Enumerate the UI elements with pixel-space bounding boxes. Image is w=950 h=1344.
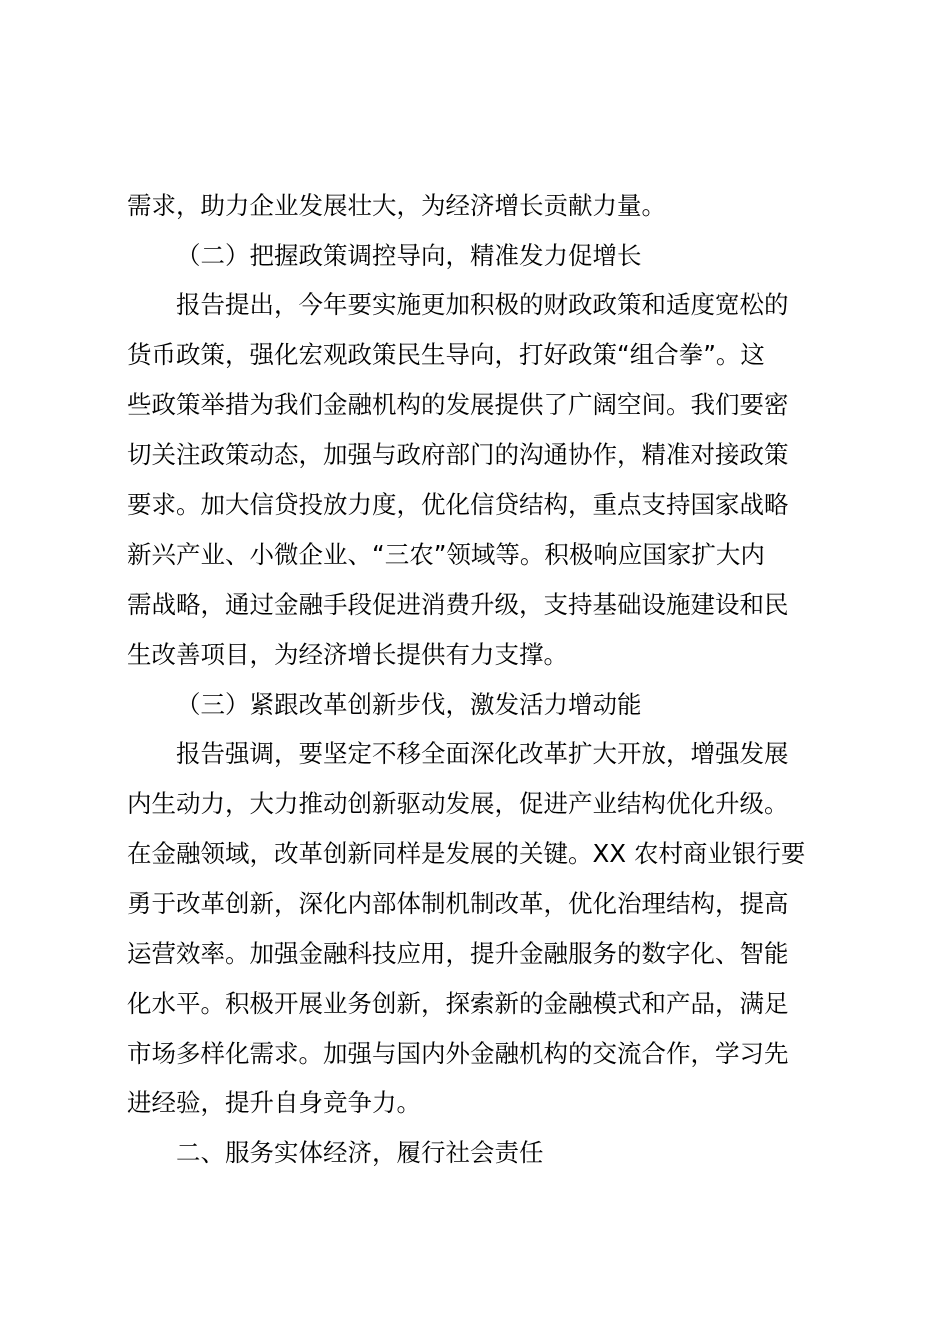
paragraph-line: 货币政策，强化宏观政策民生导向，打好政策“组合拳”。这 (127, 340, 765, 369)
paragraph-line: 勇于改革创新，深化内部体制机制改革，优化治理结构，提高 (127, 889, 789, 918)
paragraph-line: 进经验，提升自身竞争力。 (127, 1088, 421, 1117)
paragraph-line: 报告强调，要坚定不移全面深化改革扩大开放，增强发展 (176, 739, 789, 768)
chapter-heading: 二、服务实体经济，履行社会责任 (176, 1138, 544, 1167)
paragraph-line: 市场多样化需求。加强与国内外金融机构的交流合作，学习先 (127, 1039, 789, 1068)
paragraph-line: 些政策举措为我们金融机构的发展提供了广阔空间。我们要密 (127, 390, 789, 419)
paragraph-line: 新兴产业、小微企业、“三农”领域等。积极响应国家扩大内 (127, 540, 765, 569)
paragraph-line: 内生动力，大力推动创新驱动发展，促进产业结构优化升级。 (127, 789, 789, 818)
paragraph-line: 报告提出，今年要实施更加积极的财政政策和适度宽松的 (176, 290, 789, 319)
paragraph-line: 化水平。积极开展业务创新，探索新的金融模式和产品，满足 (127, 989, 789, 1018)
section-heading: （三）紧跟改革创新步伐，激发活力增动能 (176, 690, 642, 719)
paragraph-line: 要求。加大信贷投放力度，优化信贷结构，重点支持国家战略 (127, 490, 789, 519)
section-heading: （二）把握政策调控导向，精准发力促增长 (176, 241, 642, 270)
paragraph-line: 切关注政策动态，加强与政府部门的沟通协作，精准对接政策 (127, 440, 789, 469)
paragraph-line: 生改善项目，为经济增长提供有力支撑。 (127, 640, 568, 669)
paragraph-line: 运营效率。加强金融科技应用，提升金融服务的数字化、智能 (127, 939, 789, 968)
paragraph-line: 需求，助力企业发展壮大，为经济增长贡献力量。 (127, 191, 666, 220)
paragraph-line: 需战略，通过金融手段促进消费升级，支持基础设施建设和民 (127, 590, 789, 619)
paragraph-line: 在金融领域，改革创新同样是发展的关键。XX 农村商业银行要 (127, 839, 806, 868)
